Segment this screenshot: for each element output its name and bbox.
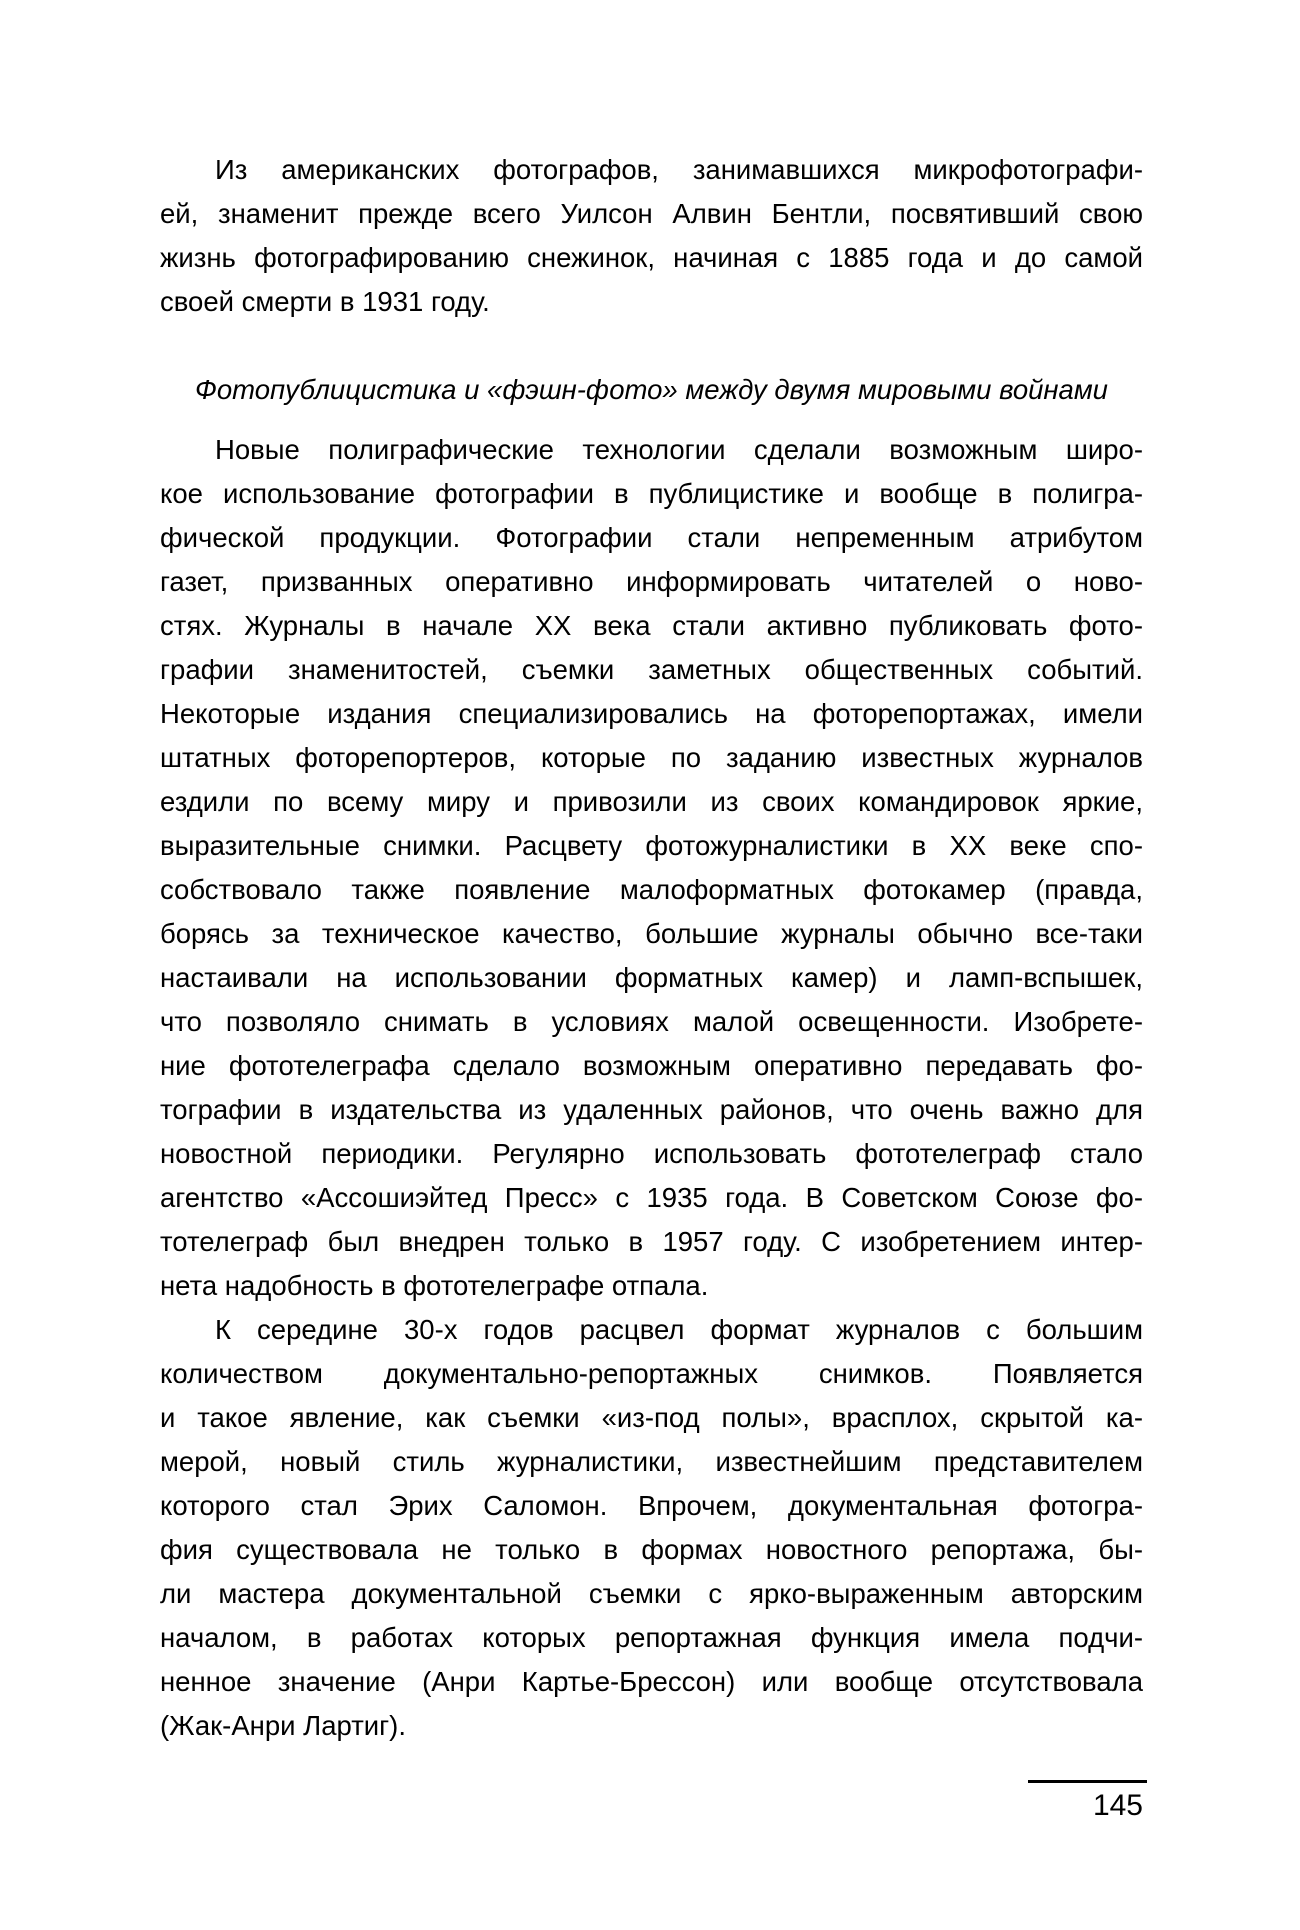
- text-line: новостной периодики. Регулярно использовать фототелеграф стало: [160, 1138, 1143, 1169]
- text-line: нета надобность в фототелеграфе отпала.: [160, 1270, 709, 1301]
- text-line: тотелеграф был внедрен только в 1957 году. С изобретением интер-: [160, 1226, 1143, 1257]
- text-line: фия существовала не только в формах новостного репортажа, бы-: [160, 1534, 1143, 1565]
- text-line: стях. Журналы в начале XX века стали активно публиковать фото-: [160, 610, 1143, 641]
- section-heading: Фотопублицистика и «фэшн-фото» между двумя мировыми войнами: [195, 374, 1108, 405]
- footer-rule: [1028, 1780, 1147, 1783]
- text-line: графии знаменитостей, съемки заметных общественных событий.: [160, 654, 1143, 685]
- text-line: борясь за техническое качество, большие журналы обычно все-таки: [160, 918, 1143, 949]
- text-line: фической продукции. Фотографии стали непременным атрибутом: [160, 522, 1143, 553]
- text-line: и такое явление, как съемки «из-под полы», врасплох, скрытой ка-: [160, 1402, 1143, 1433]
- text-line: ей, знаменит прежде всего Уилсон Алвин Бентли, посвятивший свою: [160, 198, 1143, 229]
- text-line: К середине 30-х годов расцвел формат журналов с большим: [215, 1314, 1143, 1345]
- text-line: своей смерти в 1931 году.: [160, 286, 490, 317]
- text-line: количеством документально-репортажных снимков. Появляется: [160, 1358, 1143, 1389]
- text-line: которого стал Эрих Саломон. Впрочем, документальная фотогра-: [160, 1490, 1143, 1521]
- text-line: настаивали на использовании форматных камер) и ламп-вспышек,: [160, 962, 1143, 993]
- text-line: ние фототелеграфа сделало возможным оперативно передавать фо-: [160, 1050, 1143, 1081]
- text-line: газет, призванных оперативно информировать читателей о ново-: [160, 566, 1143, 597]
- text-line: собствовало также появление малоформатных фотокамер (правда,: [160, 874, 1143, 905]
- text-line: кое использование фотографии в публицистике и вообще в полигра-: [160, 478, 1143, 509]
- text-line: Некоторые издания специализировались на фоторепортажах, имели: [160, 698, 1143, 729]
- paragraph-magazines-30s: [160, 1308, 1143, 1748]
- text-line: (Жак-Анри Лартиг).: [160, 1710, 406, 1741]
- text-line: выразительные снимки. Расцвету фотожурналистики в XX веке спо-: [160, 830, 1143, 861]
- text-line: ли мастера документальной съемки с ярко-выраженным авторским: [160, 1578, 1143, 1609]
- text-line: ездили по всему миру и привозили из своих командировок яркие,: [160, 786, 1143, 817]
- text-line: жизнь фотографированию снежинок, начиная с 1885 года и до самой: [160, 242, 1143, 273]
- text-line: Новые полиграфические технологии сделали возможным широ-: [215, 434, 1143, 465]
- text-line: мерой, новый стиль журналистики, известнейшим представителем: [160, 1446, 1143, 1477]
- text-line: тографии в издательства из удаленных районов, что очень важно для: [160, 1094, 1143, 1125]
- paragraph-photojournalism: [160, 428, 1143, 1308]
- text-line: что позволяло снимать в условиях малой освещенности. Изобрете-: [160, 1006, 1143, 1037]
- text-line: штатных фоторепортеров, которые по заданию известных журналов: [160, 742, 1143, 773]
- text-line: агентство «Ассошиэйтед Пресс» с 1935 года. В Советском Союзе фо-: [160, 1182, 1143, 1213]
- page-number: 145: [1092, 1789, 1143, 1822]
- text-line: ненное значение (Анри Картье-Брессон) или вообще отсутствовала: [160, 1666, 1143, 1697]
- paragraph-bentley: [160, 148, 1143, 324]
- page-text-block: [160, 148, 1143, 1748]
- text-line: началом, в работах которых репортажная функция имела подчи-: [160, 1622, 1143, 1653]
- text-line: Из американских фотографов, занимавшихся микрофотографи-: [215, 154, 1143, 185]
